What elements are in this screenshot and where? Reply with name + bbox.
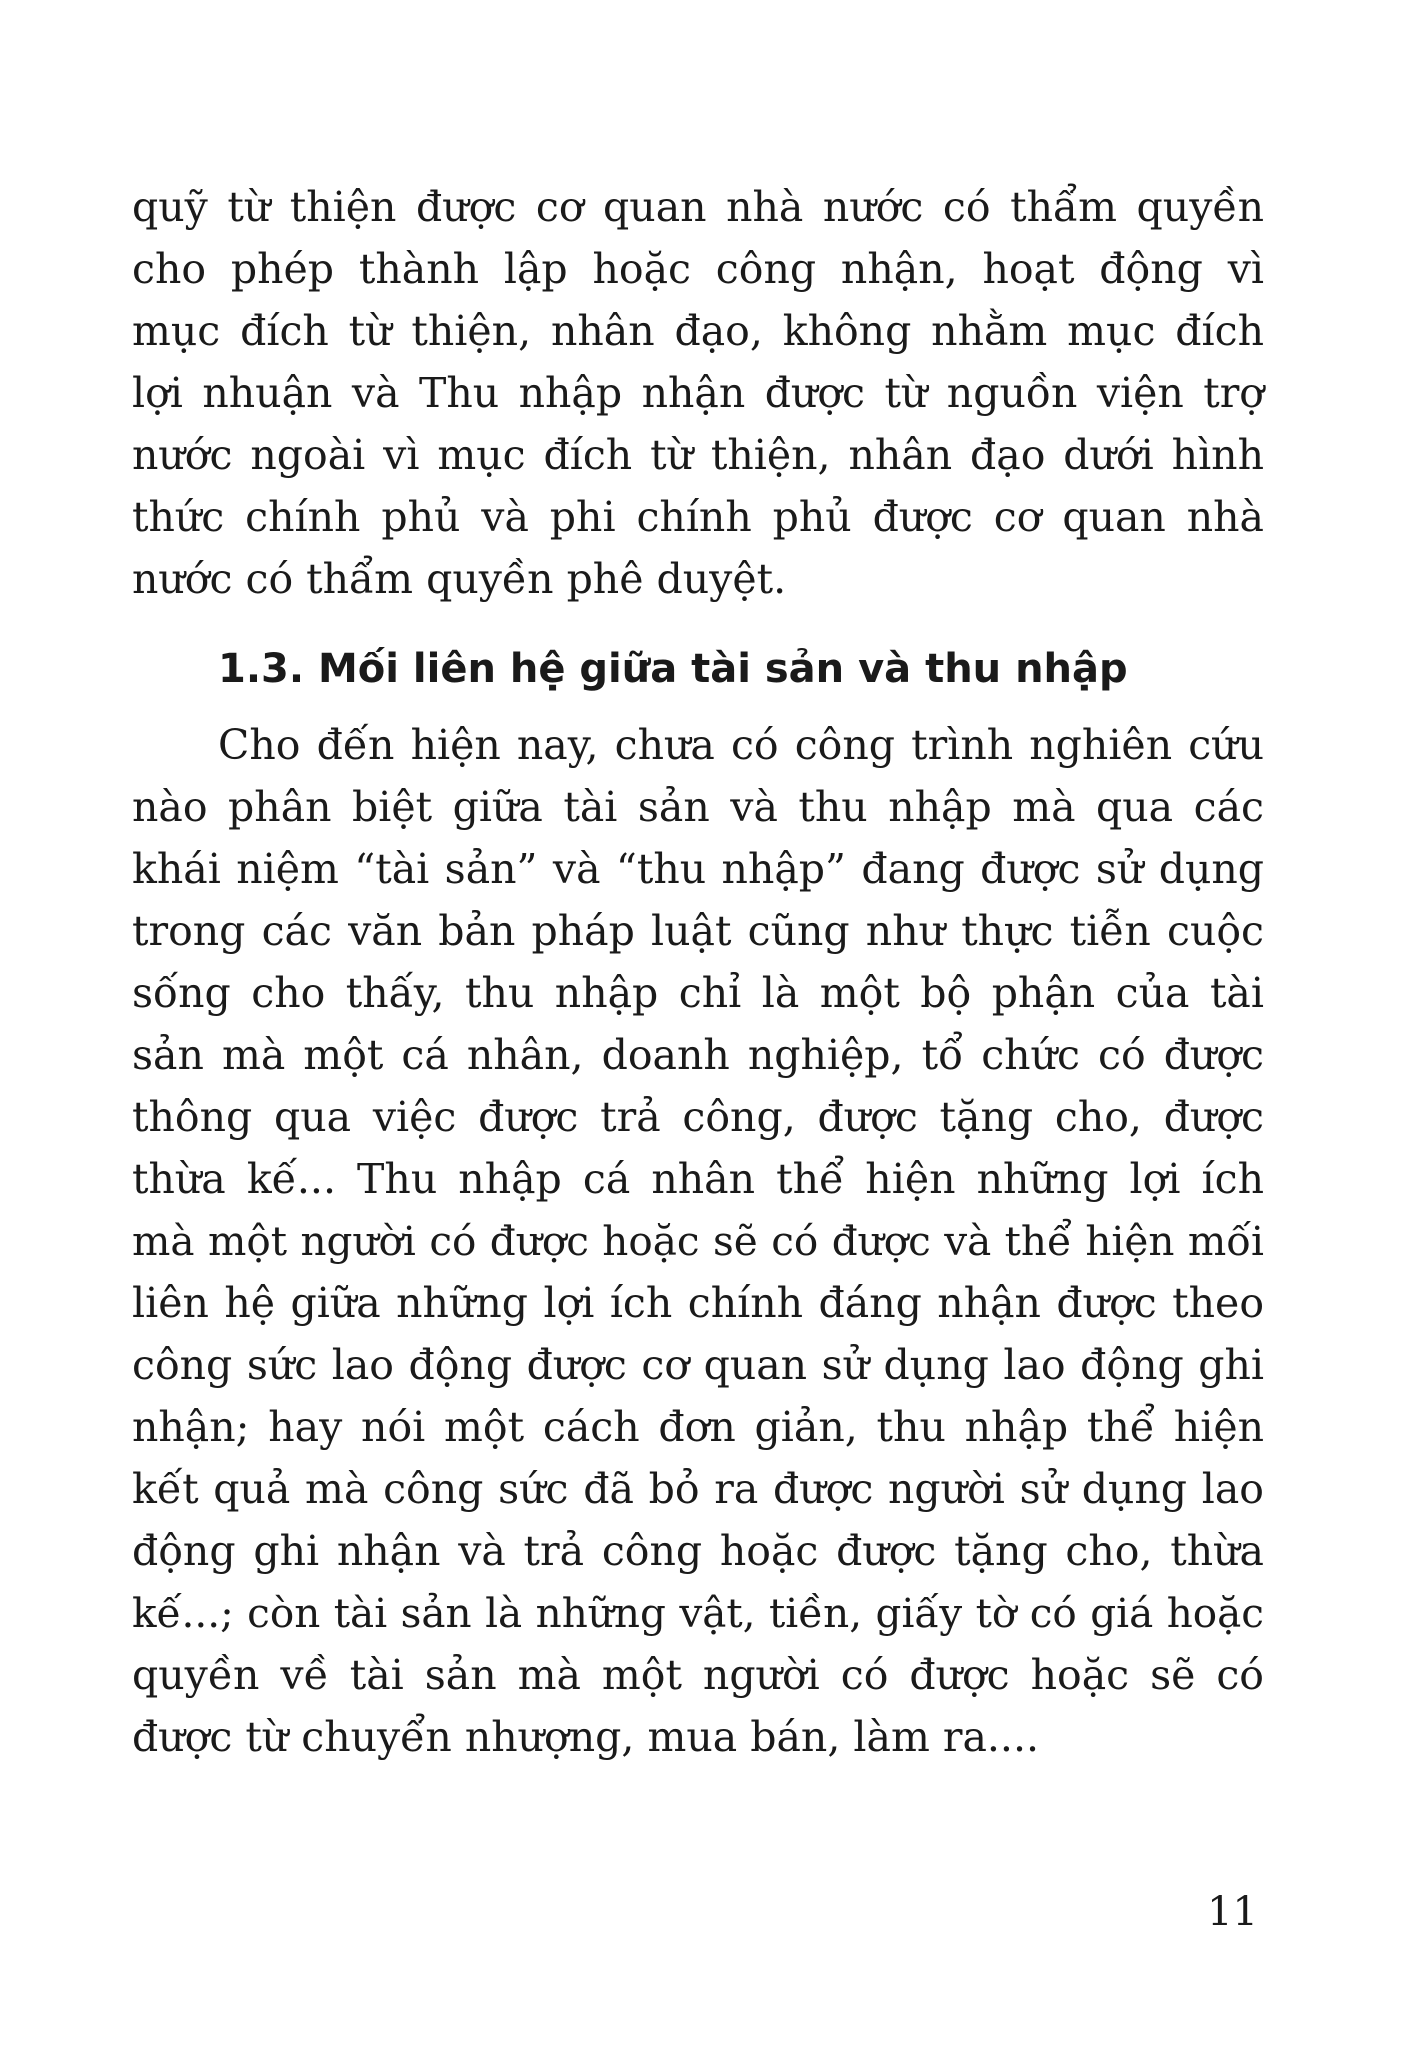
text-line: nước có thẩm quyền phê duyệt.	[132, 555, 787, 603]
text-line: khái niệm “tài sản” và “thu nhập” đang được sử dụng	[132, 845, 1264, 893]
paragraph-2	[132, 714, 1264, 1768]
text-line: trong các văn bản pháp luật cũng như thực tiễn cuộc	[132, 907, 1264, 955]
text-line: nhận; hay nói một cách đơn giản, thu nhập thể hiện	[132, 1403, 1264, 1451]
text-line: mà một người có được hoặc sẽ có được và thể hiện mối	[132, 1217, 1264, 1265]
text-line: quyền về tài sản mà một người có được hoặc sẽ có	[132, 1651, 1264, 1699]
text-line: nào phân biệt giữa tài sản và thu nhập mà qua các	[132, 783, 1264, 831]
text-line: sống cho thấy, thu nhập chỉ là một bộ phận của tài	[132, 969, 1264, 1017]
text-line: mục đích từ thiện, nhân đạo, không nhằm mục đích	[132, 307, 1264, 355]
text-line: quỹ từ thiện được cơ quan nhà nước có thẩm quyền	[132, 183, 1264, 231]
paragraph-1	[132, 176, 1264, 610]
text-line: động ghi nhận và trả công hoặc được tặng cho, thừa	[132, 1527, 1264, 1575]
text-line: kết quả mà công sức đã bỏ ra được người sử dụng lao	[132, 1465, 1264, 1513]
text-line: công sức lao động được cơ quan sử dụng lao động ghi	[132, 1341, 1264, 1389]
section-heading: 1.3. Mối liên hệ giữa tài sản và thu nhập	[218, 646, 1128, 692]
text-line: sản mà một cá nhân, doanh nghiệp, tổ chức có được	[132, 1031, 1264, 1079]
text-line: Cho đến hiện nay, chưa có công trình nghiên cứu	[218, 721, 1264, 769]
text-line: liên hệ giữa những lợi ích chính đáng nhận được theo	[132, 1279, 1264, 1327]
page-body	[132, 176, 1264, 1768]
text-line: thông qua việc được trả công, được tặng cho, được	[132, 1093, 1264, 1141]
text-line: thức chính phủ và phi chính phủ được cơ quan nhà	[132, 493, 1264, 541]
text-line: kế...; còn tài sản là những vật, tiền, giấy tờ có giá hoặc	[132, 1589, 1264, 1637]
text-line: cho phép thành lập hoặc công nhận, hoạt động vì	[132, 245, 1264, 293]
text-line: lợi nhuận và Thu nhập nhận được từ nguồn viện trợ	[132, 369, 1264, 417]
page-number: 11	[1207, 1889, 1258, 1935]
text-line: được từ chuyển nhượng, mua bán, làm ra....	[132, 1713, 1040, 1761]
text-line: thừa kế... Thu nhập cá nhân thể hiện những lợi ích	[132, 1155, 1264, 1203]
text-line: nước ngoài vì mục đích từ thiện, nhân đạo dưới hình	[132, 431, 1264, 479]
